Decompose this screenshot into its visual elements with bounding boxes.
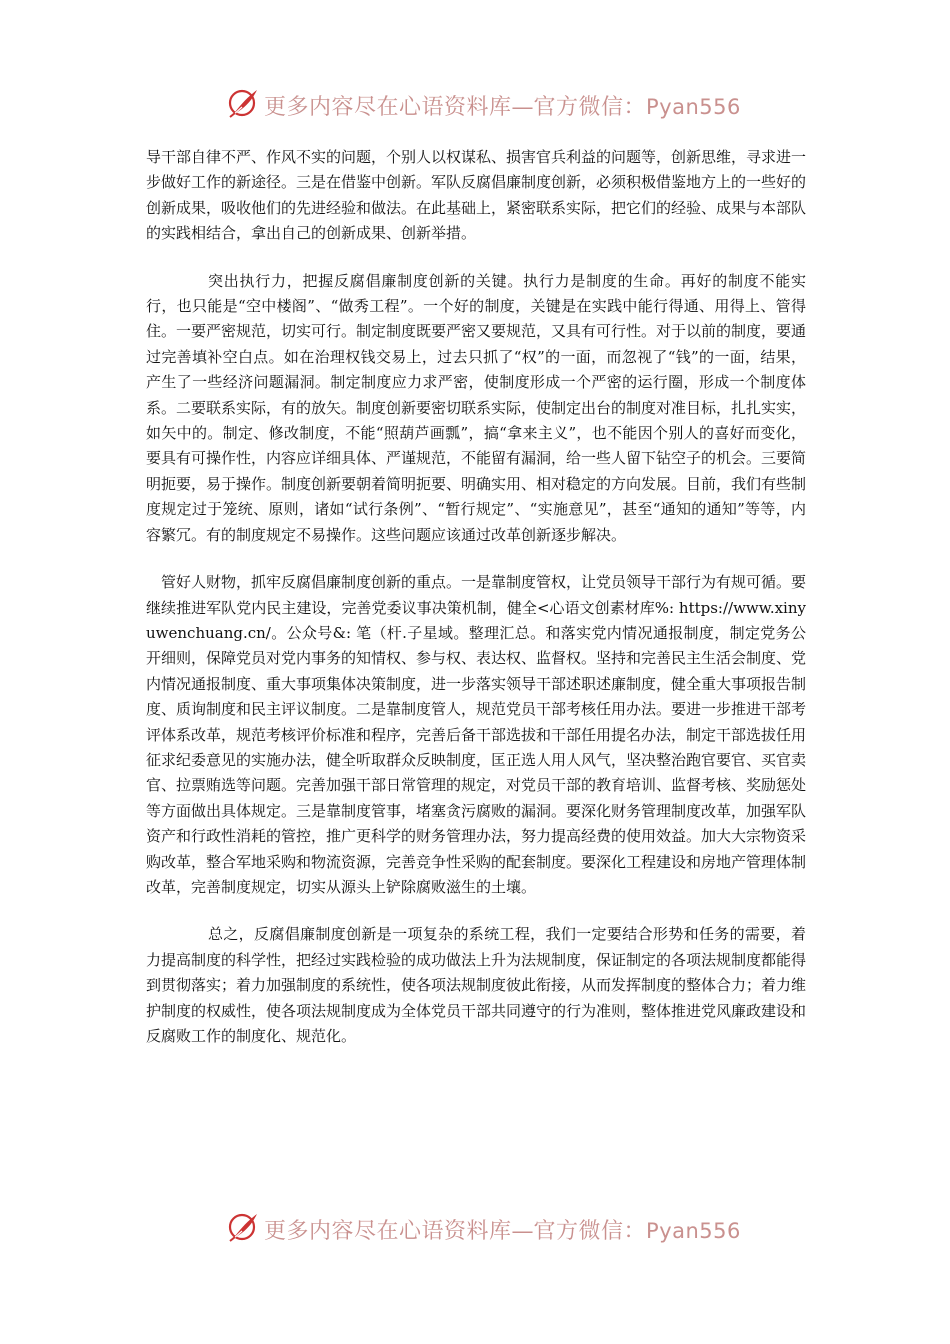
header-banner — [0, 84, 950, 124]
banner-separator: — — [511, 1219, 534, 1244]
feather-pen-logo-icon — [226, 1210, 260, 1244]
paragraph-3: 管好人财物，抓牢反腐倡廉制度创新的重点。一是靠制度管权，让党员领导干部行为有规可循。要继续推进军队党内民主建设，完善党委议事决策机制，健全<心语文创素材库%: https://www.xinyuwenchuang.cn/。公众号&: 笔（杆.子星域。整理汇总。和落实党内情况通报制度，制定党务公开细则，保障党员对党内事务的知情权、参与权、表达权、监督权。坚持和完善民主生活会制度、党内情况通报制度、重大事项集体决策制度，进一步落实领导干部述职述廉制度，健全重大事项报告制度、质询制度和民主评议制度。二是靠制度管人，规范党员干部考核任用办法。要进一步推进干部考评体系改革，规范考核评价标准和程序，完善后备干部选拔和干部任用提名办法，制定干部选拔任用征求纪委意见的实施办法，健全听取群众反映制度，匡正选人用人风气，坚决整治跑官要官、买官卖官、拉票贿选等问题。完善加强干部日常管理的规定，对党员干部的教育培训、监督考核、奖励惩处等方面做出具体规定。三是靠制度管事，堵塞贪污腐败的漏洞。要深化财务管理制度改革，加强军队资产和行政性消耗的管控，推广更科学的财务管理办法，努力提高经费的使用效益。加大大宗物资采购改革，整合军地采购和物流资源，完善竞争性采购的配套制度。要深化工程建设和房地产管理体制改革，完善制度规定，切实从源头上铲除腐败滋生的土壤。 — [146, 573, 807, 896]
banner-text — [264, 90, 741, 121]
document-body — [146, 145, 806, 1049]
footer-banner — [0, 1208, 950, 1248]
banner-slogan: 更多内容尽在心语资料库 — [264, 1219, 512, 1244]
banner-separator: — — [511, 95, 534, 120]
feather-pen-logo-icon — [226, 86, 260, 120]
banner-wechat-id: Pyan556 — [646, 95, 741, 119]
banner-wechat-label: 官方微信： — [533, 95, 647, 120]
banner-wechat-id: Pyan556 — [646, 1219, 741, 1243]
paragraph-2: 突出执行力，把握反腐倡廉制度创新的关键。执行力是制度的生命。再好的制度不能实行，也只能是“空中楼阁”、“做秀工程”。一个好的制度，关键是在实践中能行得通、用得上、管得住。一要严密规范，切实可行。制定制度既要严密又要规范，又具有可行性。对于以前的制度，要通过完善填补空白点。如在治理权钱交易上，过去只抓了“权”的一面，而忽视了“钱”的一面，结果，产生了一些经济问题漏洞。制定制度应力求严密，使制度形成一个严密的运行圈，形成一个制度体系。二要联系实际，有的放矢。制度创新要密切联系实际，使制定出台的制度对准目标，扎扎实实，如矢中的。制定、修改制度，不能“照葫芦画瓢”，搞“拿来主义”，也不能因个别人的喜好而变化，要具有可操作性，内容应详细具体、严谨规范，不能留有漏洞，给一些人留下钻空子的机会。三要简明扼要，易于操作。制度创新要朝着简明扼要、明确实用、相对稳定的方向发展。目前，我们有些制度规定过于笼统、原则，诸如“试行条例”、“暂行规定”、“实施意见”，甚至“通知的通知”等等，内容繁冗。有的制度规定不易操作。这些问题应该通过改革创新逐步解决。 — [146, 271, 807, 544]
paragraph-1: 导干部自律不严、作风不实的问题，个别人以权谋私、损害官兵利益的问题等，创新思维，寻求进一步做好工作的新途径。三是在借鉴中创新。军队反腐倡廉制度创新，必须积极借鉴地方上的一些好的创新成果，吸收他们的先进经验和做法。在此基础上，紧密联系实际，把它们的经验、成果与本部队的实践相结合，拿出自己的创新成果、创新举措。 — [146, 148, 807, 243]
banner-wechat-label: 官方微信： — [533, 1219, 647, 1244]
banner-slogan: 更多内容尽在心语资料库 — [264, 95, 512, 120]
banner-text — [264, 1214, 741, 1245]
paragraph-4: 总之，反腐倡廉制度创新是一项复杂的系统工程，我们一定要结合形势和任务的需要，着力提高制度的科学性，把经过实践检验的成功做法上升为法规制度，保证制定的各项法规制度都能得到贯彻落实；着力加强制度的系统性，使各项法规制度彼此衔接，从而发挥制度的整体合力；着力维护制度的权威性，使各项法规制度成为全体党员干部共同遵守的行为准则，整体推进党风廉政建设和反腐败工作的制度化、规范化。 — [146, 925, 807, 1045]
